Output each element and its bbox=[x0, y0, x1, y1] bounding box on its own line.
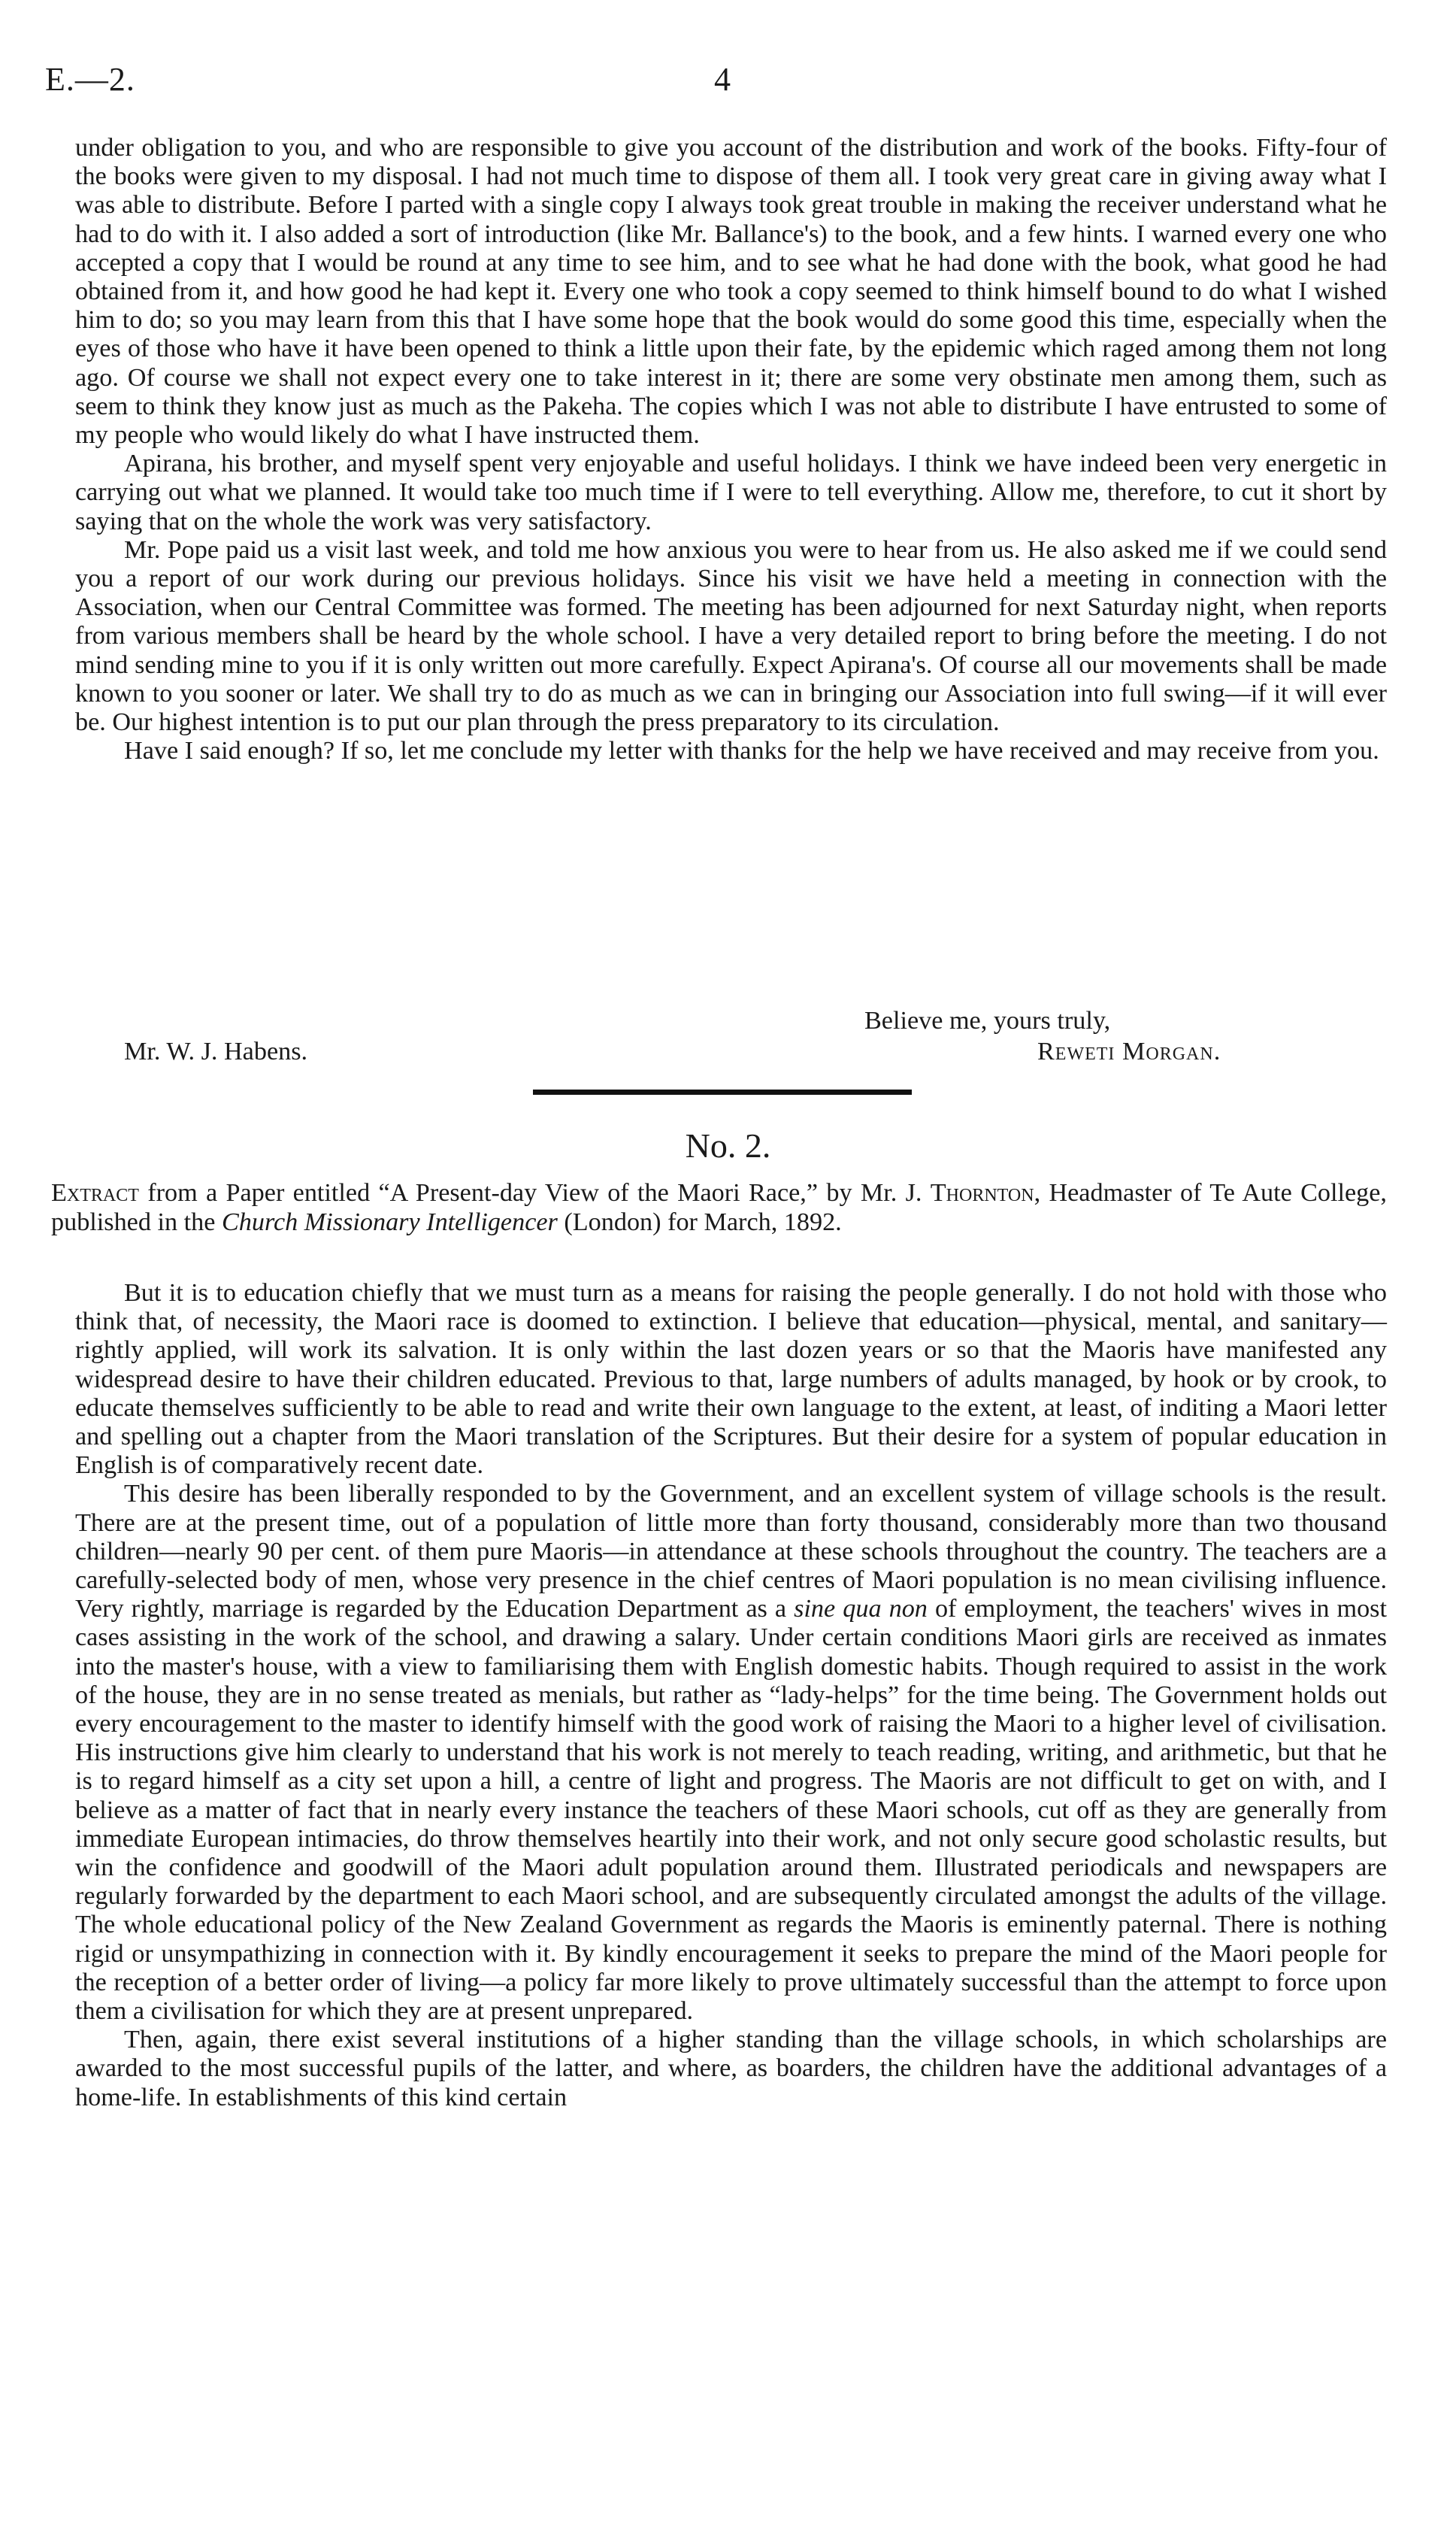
letter-signature: Reweti Morgan. bbox=[1037, 1038, 1221, 1065]
extract-lead: Extract bbox=[51, 1179, 139, 1207]
extract-publication: Church Missionary Intelligencer bbox=[221, 1208, 558, 1236]
letter-paragraph: Mr. Pope paid us a visit last week, and told me how anxious you were to hear from us. He also asked me if we could send you a report of our work during our previous holidays. Since his visit we have held a meeting in connection with the Association, when our Central Committee was formed. The meeting has been adjourned for next Saturday night, when reports from various members shall be heard by the whole school. I have a very detailed report to bring before the meeting. I do not mind sending mine to you if it is only written out more carefully. Expect Apirana's. Of course all our movements shall be made known to you sooner or later. We shall try to do as much as we can in bringing our Association into full swing—if it will ever be. Our highest intention is to put our plan through the press preparatory to its circulation. bbox=[75, 535, 1387, 737]
paper-text: of employment, the teachers' wives in most cases assisting in the work of the school, and drawing a salary. Under certain conditions Maori girls are received as inmates into the master's house, with a view to familiarising them with English domestic habits. Though required to assist in the work of the house, they are in no sense treated as menials, but rather as “lady-helps” for the time being. The Government holds out every encouragement to the master to identify himself with the good work of raising the Maori to a higher level of civilisation. His instructions give him clearly to understand that his work is not merely to teach reading, writing, and arithmetic, but that he is to regard himself as a city set upon a hill, a centre of light and progress. The Maoris are not difficult to get on with, and I believe as a matter of fact that in nearly every instance the teachers of these Maori schools, cut off as they are generally from immediate European intimacies, do throw themselves heartily into their work, and not only secure good scholastic results, but win the confidence and goodwill of the Maori adult population around them. Illustrated periodicals and newspapers are regularly forwarded by the department to each Maori school, and are subsequently circulated amongst the adults of the village. The whole educational policy of the New Zealand Government as regards the Maoris is eminently paternal. There is nothing rigid or unsympathizing in connection with it. By kindly encouragement it seeks to prepare the mind of the Maori people for the reception of a better order of living—a policy far more likely to prove ultimately successful than the attempt to force upon them a civilisation for which they are at present unprepared. bbox=[75, 1595, 1387, 2026]
extract-text: Headmaster of Te Aute College, published in the bbox=[51, 1179, 1387, 1236]
extract-text: from a Paper entitled “A Present-day View of the Maori Race,” by Mr. J. bbox=[138, 1179, 931, 1207]
letter-paragraph: Have I said enough? If so, let me conclude my letter with thanks for the help we have received and may receive from you. bbox=[124, 737, 1379, 765]
paper-italic-phrase: sine qua non bbox=[794, 1595, 928, 1623]
letter-paragraph: Apirana, his brother, and myself spent very enjoyable and useful holidays. I think we have indeed been very energetic in carrying out what we planned. It would take too much time if I were to tell everything. Allow me, therefore, to cut it short by saying that on the whole the work was very satisfactory. bbox=[75, 450, 1387, 535]
section-title: No. 2. bbox=[685, 1126, 771, 1165]
document-reference: E.—2. bbox=[45, 61, 135, 98]
extract-heading bbox=[51, 1179, 1387, 1237]
paper-paragraph: Then, again, there exist several institutions of a higher standing than the village schools, in which scholarships are awarded to the most successful pupils of the latter, and where, as boarders, the children have the additional advantages of a home-life. In establishments of this kind certain bbox=[75, 2026, 1387, 2111]
paper-body bbox=[75, 1279, 1387, 2112]
paper-text: This desire has been liberally responded to by the Government, and an excellent system of village schools is the result. There are at the present time, out of a population of little more than forty thousand, considerably more than two thousand children—nearly 90 per cent. of them pure Maoris—in attendance at these schools throughout the country. The teachers are a carefully-selected body of men, whose very presence in the chief centres of Maori population is no mean civilising influence. Very rightly, marriage is regarded by the Education Department as a bbox=[75, 1480, 1387, 1623]
extract-author: Thornton, bbox=[930, 1179, 1041, 1207]
page-number: 4 bbox=[714, 61, 731, 98]
letter-closing: Believe me, yours truly, bbox=[864, 1007, 1111, 1035]
paper-paragraph: But it is to education chiefly that we must turn as a means for raising the people generally. I do not hold with those who think that, of necessity, the Maori race is doomed to extinction. I believe that education—physical, mental, and sanitary—rightly applied, will work its salvation. It is only within the last dozen years or so that the Maoris have manifested any widespread desire to have their children educated. Previous to that, large numbers of adults managed, by hook or by crook, to educate themselves sufficiently to be able to read and write their own language to the extent, at least, of inditing a Maori letter and spelling out a chapter from the Maori translation of the Scriptures. But their desire for a system of popular education in English is of comparatively recent date. bbox=[75, 1279, 1387, 1480]
letter-addressee: Mr. W. J. Habens. bbox=[124, 1038, 308, 1065]
section-divider bbox=[533, 1090, 912, 1095]
extract-text: (London) for March, 1892. bbox=[557, 1208, 842, 1236]
paper-paragraph bbox=[75, 1480, 1387, 2026]
letter-paragraph: under obligation to you, and who are responsible to give you account of the distribution and work of the books. Fifty-four of the books were given to my disposal. I had not much time to dispose of them all. I took very great care in giving away what I was able to distribute. Before I parted with a single copy I always took great trouble in making the receiver understand what he had to do with it. I also added a sort of introduction (like Mr. Ballance's) to the book, and a few hints. I warned every one who accepted a copy that I would be round at any time to see him, and to see what he had done with the book, what good he had obtained from it, and how good he had kept it. Every one who took a copy seemed to think himself bound to do what I wished him to do; so you may learn from this that I have some hope that the book would do some good this time, especially when the eyes of those who have it have been opened to think a little upon their fate, by the epidemic which raged among them not long ago. Of course we shall not expect every one to take interest in it; there are some very obstinate men among them, such as seem to think they know just as much as the Pakeha. The copies which I was not able to distribute I have entrusted to some of my people who would likely do what I have instructed them. bbox=[75, 134, 1387, 450]
letter-body bbox=[75, 134, 1387, 765]
